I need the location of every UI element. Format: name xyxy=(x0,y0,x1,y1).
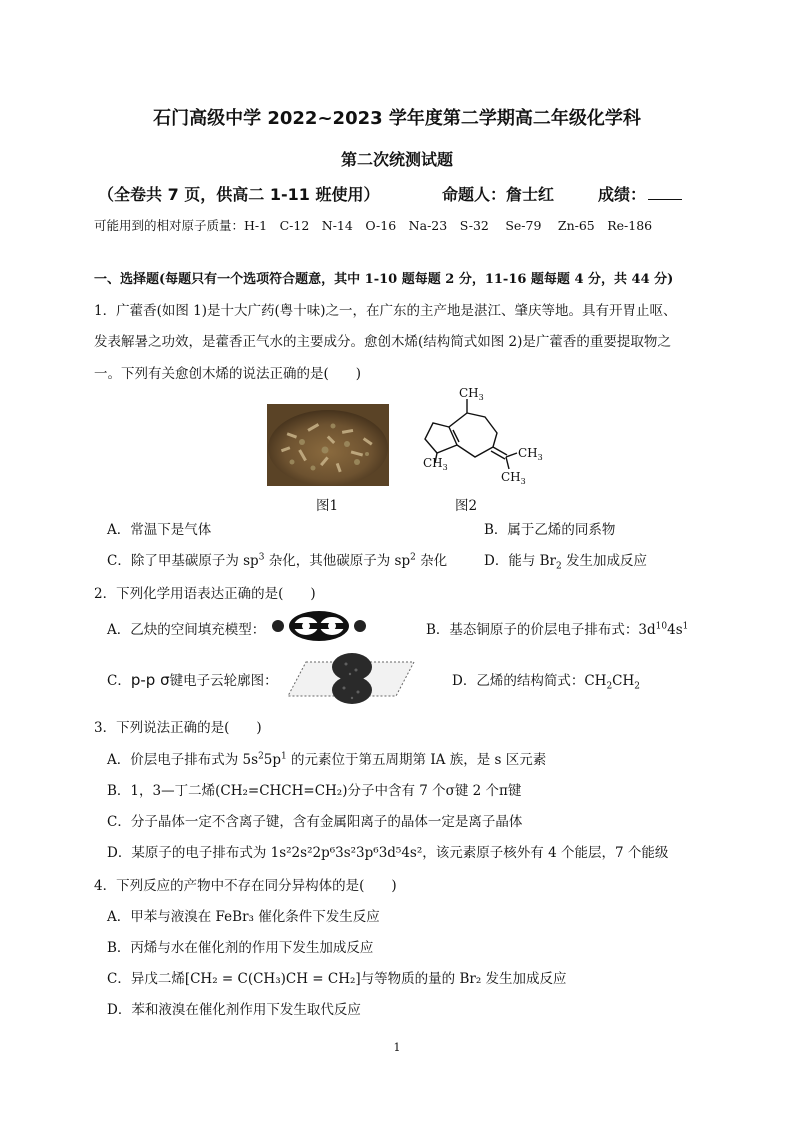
figure2-caption: 图2 xyxy=(455,498,478,514)
acetylene-space-filling-model xyxy=(270,608,368,642)
q3-option-a: A．价层电子排布式为 $5s^25p^1$ 的元素位于第五周期第 IA 族，是 s 区元素 xyxy=(107,751,547,768)
svg-text:CH3: $CH_3$ xyxy=(459,386,484,402)
q4-option-c: C．异戊二烯[CH₂ = C(CH₃)CH = CH₂]与等物质的量的 Br₂ 发生加成反应 xyxy=(107,971,567,987)
q1-stem-line1: 1．广藿香(如图 1)是十大广药(粤十味)之一，在广东的主产地是湛江、肇庆等地。具有开胃止呕、 xyxy=(94,303,677,319)
fig2-ch3-right1: CH xyxy=(518,446,538,460)
q3-stem: 3．下列说法正确的是( ) xyxy=(94,720,262,736)
q3-option-c: C．分子晶体一定不含离子键，含有金属阳离子的晶体一定是离子晶体 xyxy=(107,814,523,830)
q4-option-b: B．丙烯与水在催化剂的作用下发生加成反应 xyxy=(107,940,374,956)
figure1-caption: 图1 xyxy=(316,498,339,514)
fig2-ch3-left: CH xyxy=(423,456,443,470)
q4-stem: 4．下列反应的产物中不存在同分异构体的是( ) xyxy=(94,878,397,894)
svg-text:CH3: $CH_3$ xyxy=(423,456,448,472)
q3-option-b: B．1，3—丁二烯(CH₂=CHCH=CH₂)分子中含有 7 个σ键 2 个π键 xyxy=(107,783,522,799)
score-label: 成绩： xyxy=(598,185,647,204)
exam-subtitle: 第二次统测试题 xyxy=(340,150,453,169)
q2-stem: 2．下列化学用语表达正确的是( ) xyxy=(94,586,316,602)
page-count-note: （全卷共 7 页，供高二 1-11 班使用） xyxy=(98,185,380,204)
q1-option-c: C．除了甲基碳原子为 $sp^3$ 杂化，其他碳原子为 $sp^2$ 杂化 xyxy=(107,552,448,569)
guaiene-structure xyxy=(415,383,543,487)
atomic-masses: 可能用到的相对原子质量：H-1 C-12 N-14 O-16 Na-23 S-32 Se-79 Zn-65 Re-186 xyxy=(94,218,653,233)
q2-option-d: D．乙烯的结构简式：$CH_2CH_2$ xyxy=(452,673,641,692)
svg-text:CH3: $CH_3$ xyxy=(518,446,543,462)
q1-option-d: D．能与 $Br_2$ 发生加成反应 xyxy=(484,553,648,572)
q2-option-b: B．基态铜原子的价层电子排布式：$3d^{10}4s^1$ xyxy=(426,621,689,638)
herb-photo xyxy=(267,404,389,486)
pp-sigma-orbital-diagram xyxy=(286,652,416,704)
q1-option-b: B．属于乙烯的同系物 xyxy=(484,522,616,538)
q1-stem-line2: 发表解暑之功效，是藿香正气水的主要成分。愈创木烯(结构简式如图 2)是广藿香的重要提取物之 xyxy=(94,334,671,350)
q1-stem-line3: 一。下列有关愈创木烯的说法正确的是( ) xyxy=(94,366,362,382)
q1-option-a: A．常温下是气体 xyxy=(107,522,212,538)
svg-text:CH3: $CH_3$ xyxy=(501,470,526,486)
q2-option-c: C．p-p σ键电子云轮廓图： xyxy=(107,671,278,689)
q4-option-d: D．苯和液溴在催化剂作用下发生取代反应 xyxy=(107,1002,361,1018)
score-field xyxy=(598,182,682,205)
author-label: 命题人：詹士红 xyxy=(442,185,555,204)
q3-option-d: D．某原子的电子排布式为 1s²2s²2p⁶3s²3p⁶3d⁵4s²，该元素原子核外有 4 个能层，7 个能级 xyxy=(107,845,669,861)
q4-option-a: A．甲苯与液溴在 FeBr₃ 催化条件下发生反应 xyxy=(107,909,380,925)
q2-option-a: A．乙炔的空间填充模型： xyxy=(107,622,266,638)
score-blank xyxy=(648,185,682,200)
section-heading: 一、选择题(每题只有一个选项符合题意，其中 1-10 题每题 2 分，11-16 题每题 4 分，共 44 分) xyxy=(94,272,674,287)
fig2-ch3-top: CH xyxy=(459,386,479,400)
fig2-ch3-right2: CH xyxy=(501,470,521,484)
exam-title: 石门高级中学 2022~2023 学年度第二学期高二年级化学科 xyxy=(153,108,641,129)
page-number: 1 xyxy=(393,1041,401,1054)
